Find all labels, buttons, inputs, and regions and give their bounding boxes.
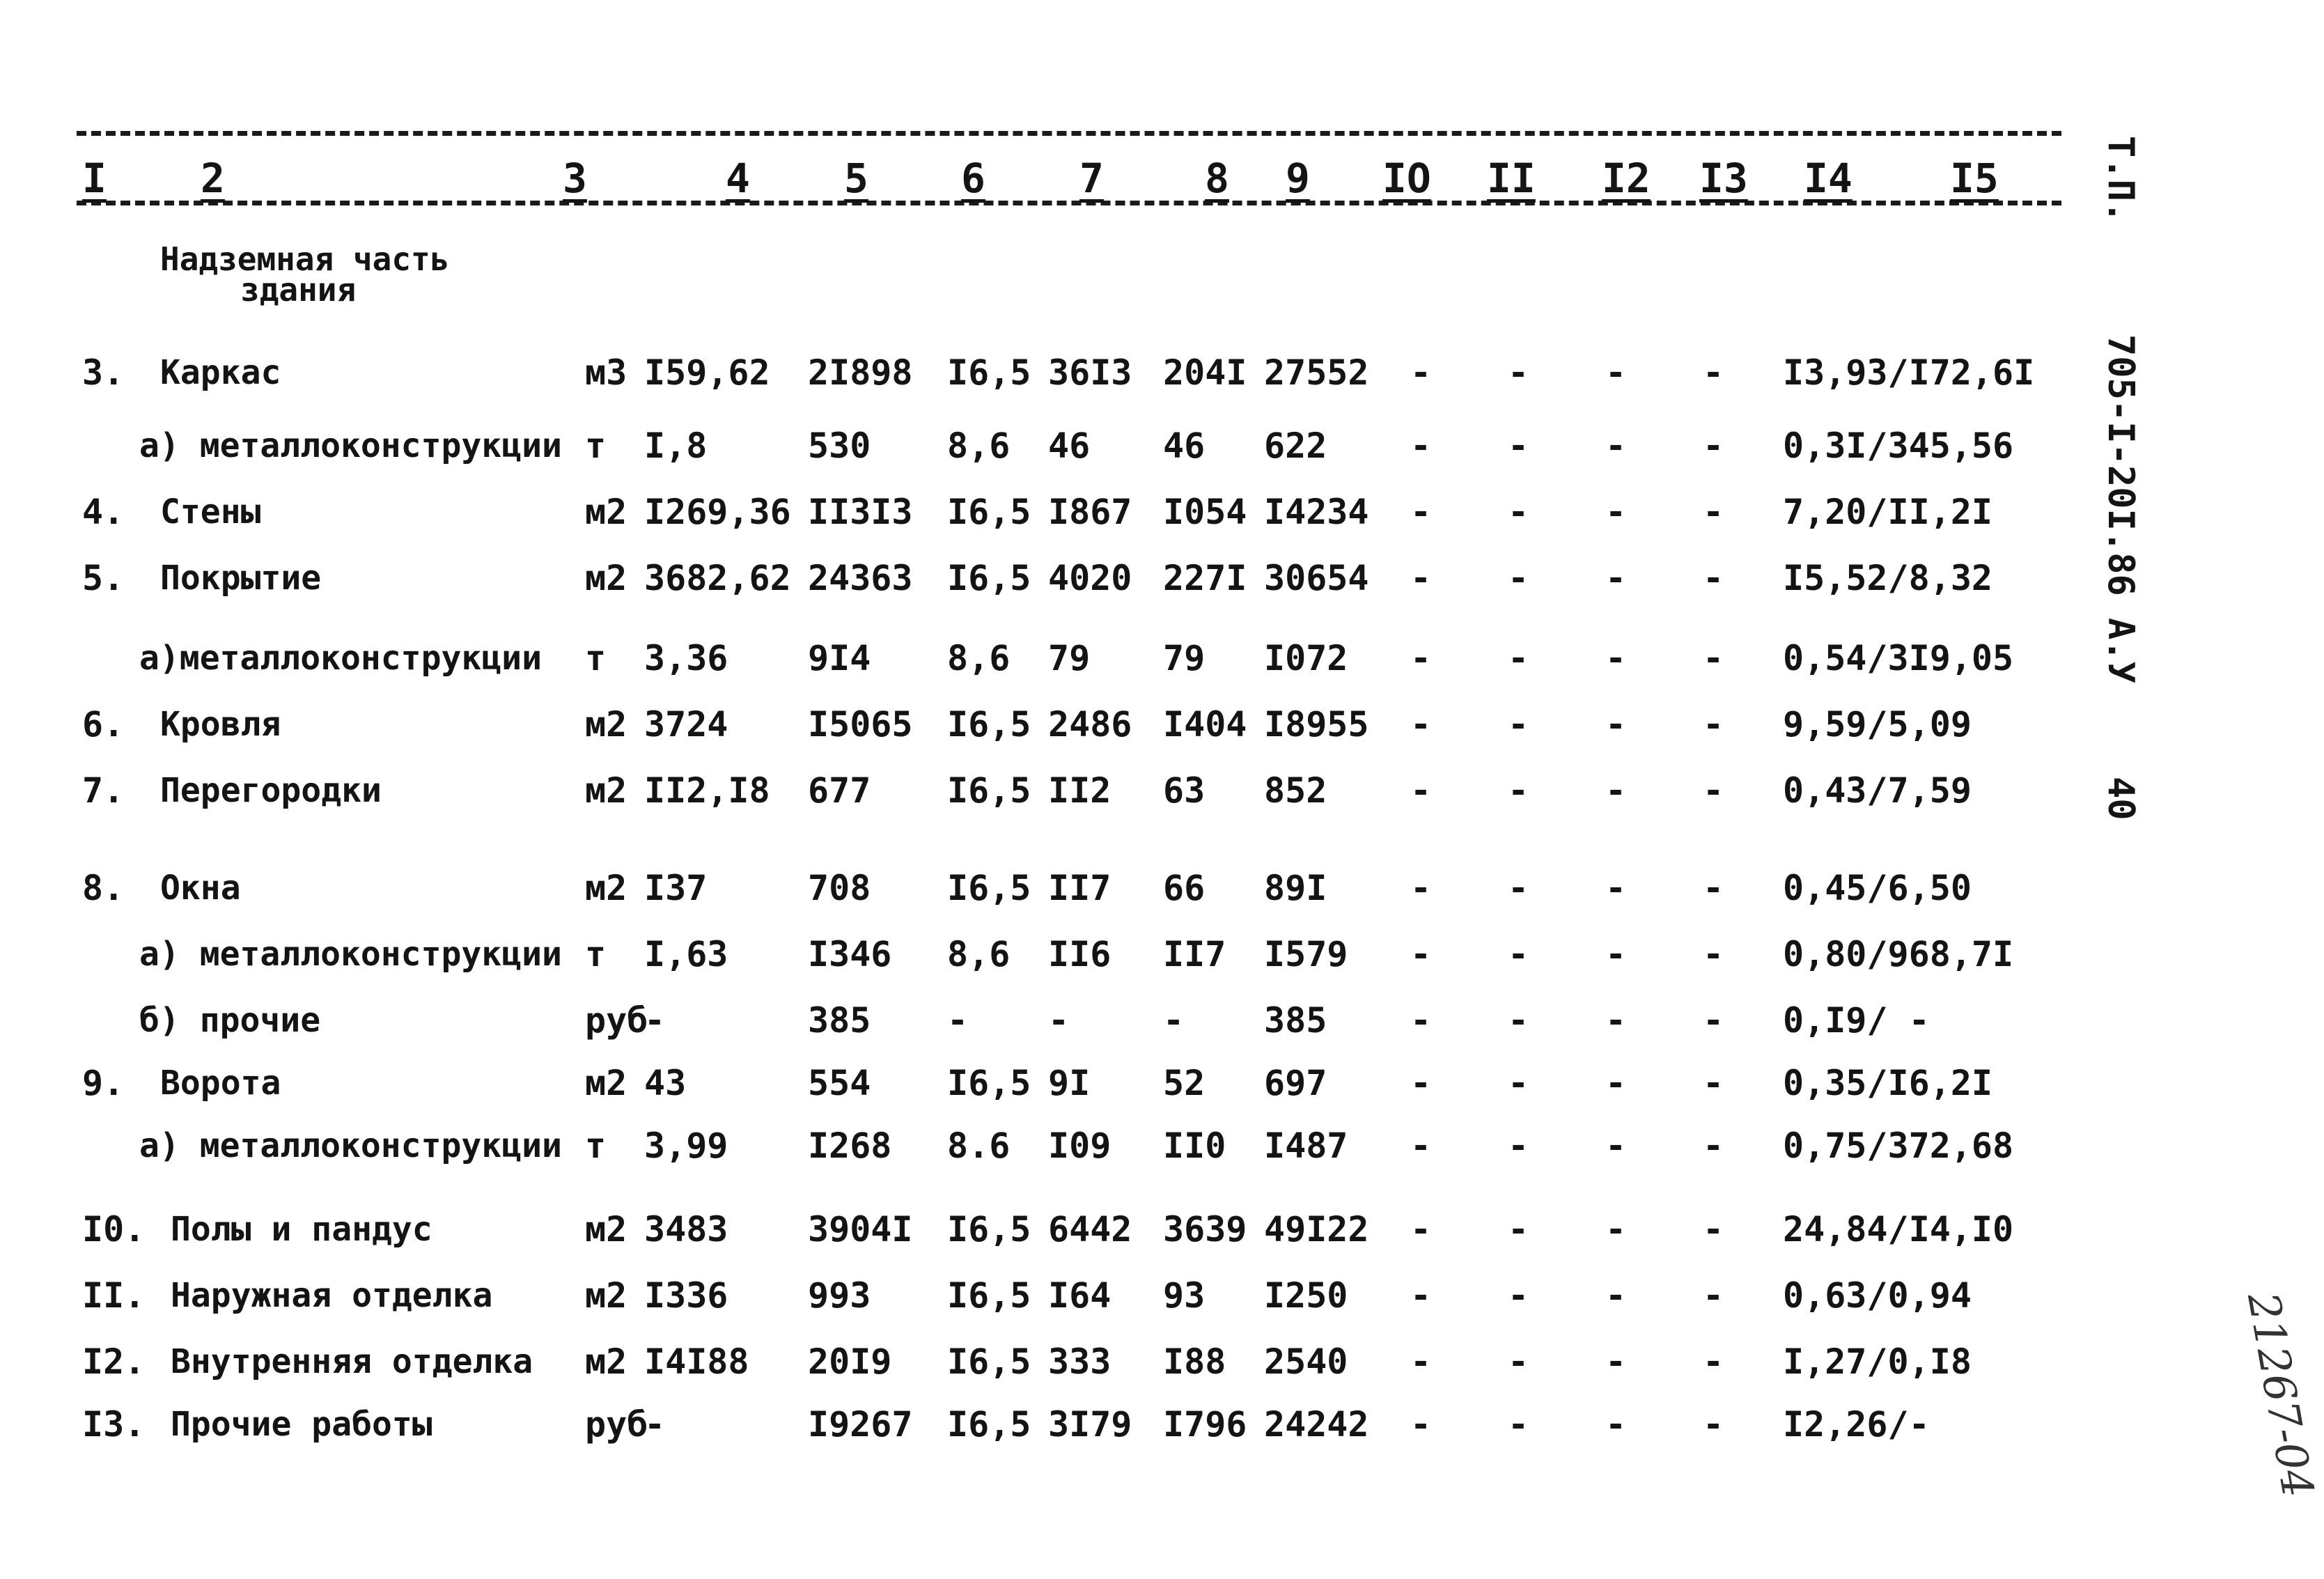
cell-c13: - [1703,352,1724,393]
cell-unit: м2 [585,1063,627,1103]
cell-c12: - [1605,770,1627,811]
cell-c13: - [1703,638,1724,678]
cell-c7: I867 [1048,492,1132,532]
cell-name: Внутренняя отделка [171,1342,533,1381]
cell-c4: - [644,1404,666,1445]
cell-c11: - [1508,1000,1529,1041]
cell-c8: I796 [1163,1404,1247,1445]
cell-c6: 8.6 [947,1126,1011,1166]
cell-c11: - [1508,1404,1529,1445]
cell-c5: 2I898 [808,352,913,393]
cell-c13: - [1703,770,1724,811]
col-header-3: 3 [563,155,587,202]
cell-c14: 0,63/0,94 [1783,1275,1972,1316]
cell-c9: I072 [1264,638,1348,678]
cell-c10: - [1410,426,1432,466]
cell-c7: 46 [1048,426,1091,466]
cell-c8: 227I [1163,558,1247,598]
cell-c5: I268 [808,1126,892,1166]
cell-c14: I3,93/I72,6I [1783,352,2035,393]
cell-unit: м2 [585,770,627,811]
cell-c9: 30654 [1264,558,1369,598]
cell-c5: 3904I [808,1209,913,1250]
cell-c5: 385 [808,1000,871,1041]
cell-c11: - [1508,1126,1529,1166]
cell-c11: - [1508,1063,1529,1103]
cell-num: 7. [82,770,125,811]
cell-name: Перегородки [160,771,382,810]
cell-num: I3. [82,1404,146,1445]
col-header-11: II [1487,155,1536,202]
cell-unit: м2 [585,492,627,532]
cell-c8: 204I [1163,352,1247,393]
cell-c11: - [1508,770,1529,811]
col-header-15: I5 [1950,155,1999,202]
cell-name: Окна [160,869,241,908]
cell-c8: 46 [1163,426,1206,466]
cell-c6: I6,5 [947,1063,1031,1103]
cell-c6: I6,5 [947,492,1031,532]
cell-c5: 677 [808,770,871,811]
cell-c11: - [1508,426,1529,466]
cell-name: а) металлоконструкции [139,426,562,465]
cell-name: Покрытие [160,559,322,598]
cell-c14: 24,84/I4,I0 [1783,1209,2014,1250]
table-row [0,999,2082,1041]
cell-c5: 993 [808,1275,871,1316]
col-header-6: 6 [961,155,985,202]
cell-unit: м2 [585,868,627,908]
cell-c5: 530 [808,426,871,466]
cell-c6: I6,5 [947,1341,1031,1382]
cell-c9: 852 [1264,770,1327,811]
cell-c12: - [1605,1275,1627,1316]
cell-c8: II0 [1163,1126,1226,1166]
cell-c7: 2486 [1048,704,1132,745]
cell-unit: руб [585,1000,648,1041]
cell-c14: 0,75/372,68 [1783,1126,2014,1166]
cell-c8: 3639 [1163,1209,1247,1250]
cell-num: 8. [82,868,125,908]
table-row [0,1341,2082,1383]
cell-c9: I487 [1264,1126,1348,1166]
cell-c7: I64 [1048,1275,1112,1316]
cell-c4: 3,36 [644,638,728,678]
table-row [0,491,2082,533]
cell-num: I2. [82,1341,146,1382]
cell-c6: I6,5 [947,1404,1031,1445]
table-row [0,703,2082,745]
table-row [0,1062,2082,1104]
cell-c13: - [1703,1000,1724,1041]
cell-unit: т [585,934,607,974]
cell-c12: - [1605,1000,1627,1041]
col-header-10: IO [1382,155,1431,202]
col-header-8: 8 [1205,155,1229,202]
cell-c9: I250 [1264,1275,1348,1316]
cell-c11: - [1508,638,1529,678]
cell-c4: 3724 [644,704,728,745]
cell-c7: II7 [1048,868,1112,908]
table-row [0,352,2082,394]
cell-c4: 3,99 [644,1126,728,1166]
cell-c8: II7 [1163,934,1226,974]
cell-num: 6. [82,704,125,745]
cell-c10: - [1410,770,1432,811]
cell-c11: - [1508,558,1529,598]
cell-c4: I336 [644,1275,728,1316]
cell-c14: 0,45/6,50 [1783,868,1972,908]
cell-c4: I37 [644,868,708,908]
cell-num: 5. [82,558,125,598]
cell-name: Прочие работы [171,1405,432,1444]
cell-c7: 4020 [1048,558,1132,598]
cell-c10: - [1410,1000,1432,1041]
table-row [0,1125,2082,1167]
cell-c9: 27552 [1264,352,1369,393]
cell-c6: 8,6 [947,934,1011,974]
cell-unit: руб [585,1404,648,1445]
cell-c7: 6442 [1048,1209,1132,1250]
cell-c5: II3I3 [808,492,913,532]
cell-c10: - [1410,1126,1432,1166]
cell-name: а)металлоконструкции [139,639,542,678]
type-project-label: Т.П. [2100,136,2142,224]
cell-c13: - [1703,1126,1724,1166]
cell-c12: - [1605,868,1627,908]
cell-c14: 9,59/5,09 [1783,704,1972,745]
cell-num: 4. [82,492,125,532]
cell-c6: 8,6 [947,638,1011,678]
cell-c14: 0,80/968,7I [1783,934,2014,974]
col-header-7: 7 [1079,155,1104,202]
cell-c11: - [1508,704,1529,745]
cell-c12: - [1605,1063,1627,1103]
cell-c7: 79 [1048,638,1091,678]
cell-c6: 8,6 [947,426,1011,466]
cell-name: а) металлоконструкции [139,935,562,974]
cell-name: Наружная отделка [171,1276,493,1315]
cell-c6: I6,5 [947,1275,1031,1316]
cell-c4: 3682,62 [644,558,791,598]
col-header-5: 5 [844,155,868,202]
cell-c12: - [1605,558,1627,598]
cell-unit: м2 [585,558,627,598]
col-header-12: I2 [1602,155,1651,202]
table-row [0,770,2082,811]
cell-c13: - [1703,426,1724,466]
document-code: 705-I-20I.86 А.У [2100,334,2142,683]
cell-name: б) прочие [139,1001,321,1040]
cell-c9: I579 [1264,934,1348,974]
cell-c14: I,27/0,I8 [1783,1341,1972,1382]
col-header-9: 9 [1286,155,1310,202]
cell-c9: 89I [1264,868,1327,908]
cell-c14: 0,43/7,59 [1783,770,1972,811]
cell-num: I0. [82,1209,146,1250]
page-number: 40 [2100,777,2142,820]
cell-c4: I269,36 [644,492,791,532]
cell-c5: 24363 [808,558,913,598]
cell-c13: - [1703,1275,1724,1316]
cell-c4: - [644,1000,666,1041]
cell-num: 3. [82,352,125,393]
col-header-4: 4 [726,155,750,202]
cell-c10: - [1410,492,1432,532]
cell-unit: т [585,638,607,678]
section-title-line1: Надземная часть [160,240,450,278]
cell-c10: - [1410,1341,1432,1382]
col-header-2: 2 [201,155,225,202]
cell-c5: 554 [808,1063,871,1103]
cell-c14: 0,54/3I9,05 [1783,638,2014,678]
cell-c12: - [1605,426,1627,466]
table-row [0,933,2082,975]
cell-c5: I9267 [808,1404,913,1445]
cell-c8: 63 [1163,770,1206,811]
cell-c5: 20I9 [808,1341,892,1382]
table-row [0,425,2082,467]
cell-c12: - [1605,934,1627,974]
cell-c10: - [1410,704,1432,745]
cell-c5: I346 [808,934,892,974]
cell-c12: - [1605,704,1627,745]
cell-c5: I5065 [808,704,913,745]
cell-c9: I8955 [1264,704,1369,745]
cell-c10: - [1410,868,1432,908]
header-rule-top [77,131,2061,136]
cell-c11: - [1508,352,1529,393]
cell-c10: - [1410,352,1432,393]
cell-c10: - [1410,558,1432,598]
cell-c8: 93 [1163,1275,1206,1316]
cell-c7: - [1048,1000,1070,1041]
cell-c6: I6,5 [947,868,1031,908]
col-header-1: I [82,155,107,202]
cell-c6: I6,5 [947,352,1031,393]
cell-c12: - [1605,1209,1627,1250]
cell-c12: - [1605,352,1627,393]
cell-c11: - [1508,492,1529,532]
cell-c12: - [1605,492,1627,532]
cell-c14: 0,I9/ - [1783,1000,1930,1041]
cell-c9: I4234 [1264,492,1369,532]
col-header-14: I4 [1804,155,1853,202]
cell-c13: - [1703,558,1724,598]
cell-c13: - [1703,492,1724,532]
cell-c13: - [1703,1404,1724,1445]
cell-c13: - [1703,704,1724,745]
cell-unit: м2 [585,1341,627,1382]
cell-c14: I2,26/- [1783,1404,1930,1445]
cell-c4: I4I88 [644,1341,749,1382]
cell-c8: 66 [1163,868,1206,908]
handwritten-inventory-number: 21267-04 [2238,1289,2324,1502]
cell-c4: I,8 [644,426,708,466]
cell-c4: 43 [644,1063,687,1103]
cell-c6: I6,5 [947,770,1031,811]
cell-c4: I,63 [644,934,728,974]
cell-c7: II2 [1048,770,1112,811]
cell-unit: т [585,426,607,466]
cell-c6: - [947,1000,969,1041]
cell-c8: I404 [1163,704,1247,745]
cell-c9: 385 [1264,1000,1327,1041]
cell-c13: - [1703,934,1724,974]
cell-c6: I6,5 [947,704,1031,745]
cell-c7: II6 [1048,934,1112,974]
cell-c4: I59,62 [644,352,770,393]
cell-name: Полы и пандус [171,1210,432,1249]
cell-c13: - [1703,1063,1724,1103]
col-header-13: I3 [1699,155,1748,202]
cell-c8: - [1163,1000,1185,1041]
cell-c7: 333 [1048,1341,1112,1382]
cell-c6: I6,5 [947,1209,1031,1250]
cell-c12: - [1605,1341,1627,1382]
cell-num: II. [82,1275,146,1316]
cell-c9: 49I22 [1264,1209,1369,1250]
cell-num: 9. [82,1063,125,1103]
cell-c9: 24242 [1264,1404,1369,1445]
section-title [160,240,578,309]
cell-c11: - [1508,868,1529,908]
cell-c14: 0,3I/345,56 [1783,426,2014,466]
cell-name: Кровля [160,705,281,744]
table-row [0,1275,2082,1316]
cell-c9: 622 [1264,426,1327,466]
cell-c11: - [1508,1275,1529,1316]
cell-c14: I5,52/8,32 [1783,558,1993,598]
cell-c9: 2540 [1264,1341,1348,1382]
cell-c10: - [1410,1275,1432,1316]
cell-c7: 9I [1048,1063,1091,1103]
cell-c13: - [1703,868,1724,908]
cell-c6: I6,5 [947,558,1031,598]
cell-c12: - [1605,638,1627,678]
cell-c8: 79 [1163,638,1206,678]
cell-c13: - [1703,1341,1724,1382]
cell-c5: 9I4 [808,638,871,678]
section-title-line2: здания [240,271,357,309]
cell-c5: 708 [808,868,871,908]
cell-c8: I88 [1163,1341,1226,1382]
cell-unit: м3 [585,352,627,393]
cell-unit: м2 [585,1275,627,1316]
cell-c10: - [1410,1404,1432,1445]
cell-c10: - [1410,638,1432,678]
cell-c4: II2,I8 [644,770,770,811]
cell-c7: I09 [1048,1126,1112,1166]
cell-c14: 7,20/II,2I [1783,492,1993,532]
cell-c11: - [1508,934,1529,974]
cell-name: Стены [160,492,261,531]
cell-c8: 52 [1163,1063,1206,1103]
cell-c13: - [1703,1209,1724,1250]
cell-c8: I054 [1163,492,1247,532]
cell-name: Ворота [160,1064,281,1103]
cell-name: Каркас [160,353,281,392]
header-rule-bottom [77,201,2061,205]
cell-c12: - [1605,1404,1627,1445]
table-row [0,1403,2082,1445]
cell-c4: 3483 [644,1209,728,1250]
table-row [0,1208,2082,1250]
table-row [0,867,2082,909]
cell-unit: м2 [585,704,627,745]
table-row [0,557,2082,599]
cell-name: а) металлоконструкции [139,1126,562,1165]
cell-c10: - [1410,1209,1432,1250]
cell-c10: - [1410,1063,1432,1103]
table-row [0,637,2082,679]
cell-c7: 3I79 [1048,1404,1132,1445]
cell-c14: 0,35/I6,2I [1783,1063,1993,1103]
cell-c11: - [1508,1209,1529,1250]
cell-unit: т [585,1126,607,1166]
cell-c10: - [1410,934,1432,974]
cell-unit: м2 [585,1209,627,1250]
cell-c7: 36I3 [1048,352,1132,393]
cell-c11: - [1508,1341,1529,1382]
cell-c12: - [1605,1126,1627,1166]
cell-c9: 697 [1264,1063,1327,1103]
